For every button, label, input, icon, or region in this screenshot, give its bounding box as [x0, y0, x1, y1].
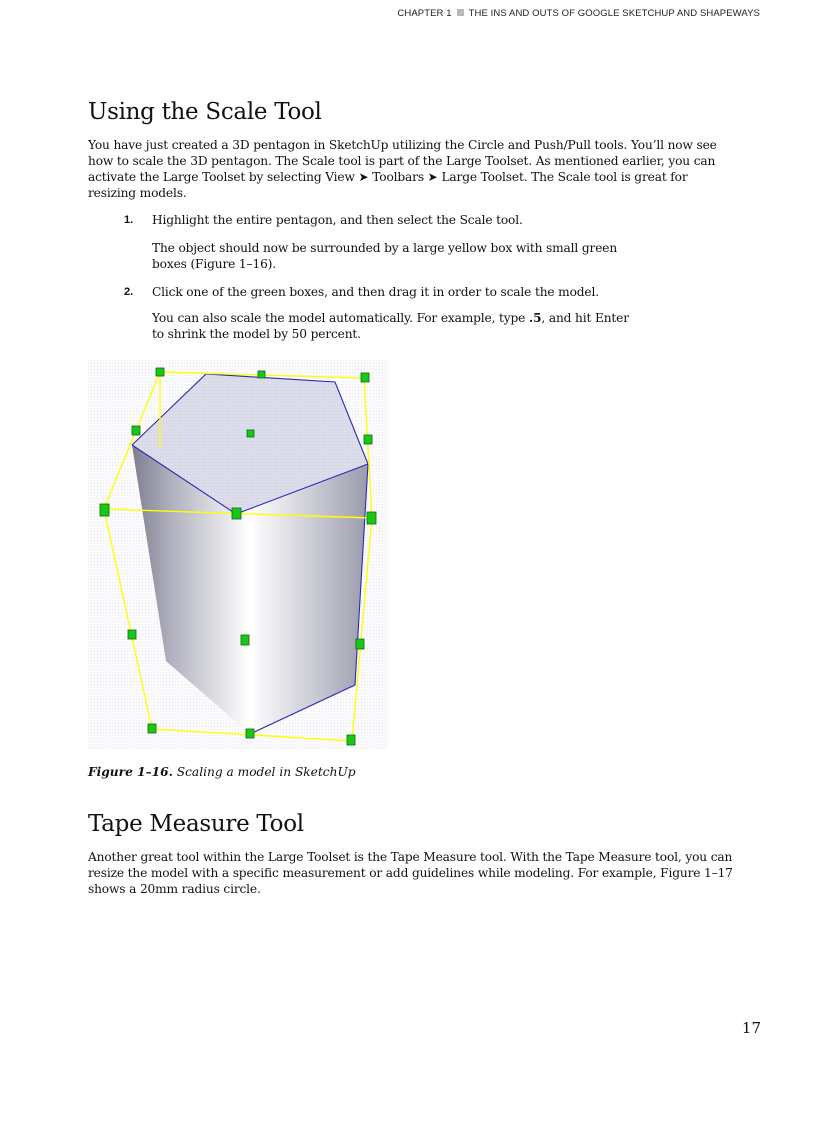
grip-handle[interactable]: [364, 435, 372, 444]
grip-handle[interactable]: [148, 724, 156, 733]
figure-caption-text: Scaling a model in SketchUp: [172, 765, 356, 779]
grip-handle[interactable]: [132, 426, 140, 435]
step-2-note-tail: , and hit Enter to shrink the model by 50 percent.: [152, 311, 629, 341]
figure-label: Figure 1–16.: [88, 765, 173, 779]
grip-handle[interactable]: [232, 508, 241, 519]
page-number: 17: [741, 1019, 761, 1037]
step-2-text: Click one of the green boxes, and then drag it in order to scale the model.: [152, 285, 599, 299]
grip-handle[interactable]: [246, 729, 254, 738]
step-1-text: Highlight the entire pentagon, and then select the Scale tool.: [152, 213, 523, 227]
grip-handle[interactable]: [128, 630, 136, 639]
tape-measure-paragraph: Another great tool within the Large Toolset is the Tape Measure tool. With the Tape Measure tool, you can resize the model with a specific measurement or add guidelines while modeling. For example, Figure 1–17 shows a 20mm radius circle.: [88, 850, 733, 896]
chapter-label: CHAPTER 1: [397, 8, 452, 19]
figure-caption: [88, 765, 356, 779]
scale-value-code: .5: [528, 311, 542, 325]
step-1-number: 1.: [124, 214, 134, 226]
section-heading-scale-tool: Using the Scale Tool: [88, 99, 322, 125]
grip-handle[interactable]: [156, 368, 164, 376]
grip-handle[interactable]: [356, 639, 364, 649]
chapter-title: THE INS AND OUTS OF GOOGLE SKETCHUP AND SHAPEWAYS: [468, 8, 760, 19]
step-2-note: [152, 310, 642, 342]
step-1-note: The object should now be surrounded by a large yellow box with small green boxes (Figure 1–16).: [152, 241, 618, 271]
scale-tool-figure: [88, 360, 388, 750]
separator-square-icon: [457, 9, 464, 16]
running-header: [397, 8, 760, 19]
grip-handle[interactable]: [100, 504, 109, 516]
step-2-note-lead: You can also scale the model automatically. For example, type: [152, 311, 529, 325]
grip-handle[interactable]: [247, 430, 254, 437]
intro-paragraph: You have just created a 3D pentagon in SketchUp utilizing the Circle and Push/Pull tools. You’ll now see how to scale the 3D pentagon. The Scale tool is part of the Large Toolset. As mentioned earlier, you can activate the Large Toolset by selecting View ➤ Toolbars ➤ Large Toolset. The Scale tool is great for resizing models.: [88, 138, 717, 200]
grip-handle[interactable]: [347, 735, 355, 745]
section-heading-tape-measure: Tape Measure Tool: [88, 811, 304, 837]
grip-handle[interactable]: [361, 373, 369, 382]
step-2-number: 2.: [124, 286, 134, 298]
grip-handle[interactable]: [258, 371, 265, 378]
grip-handle[interactable]: [241, 635, 249, 645]
grip-handle[interactable]: [367, 512, 376, 524]
